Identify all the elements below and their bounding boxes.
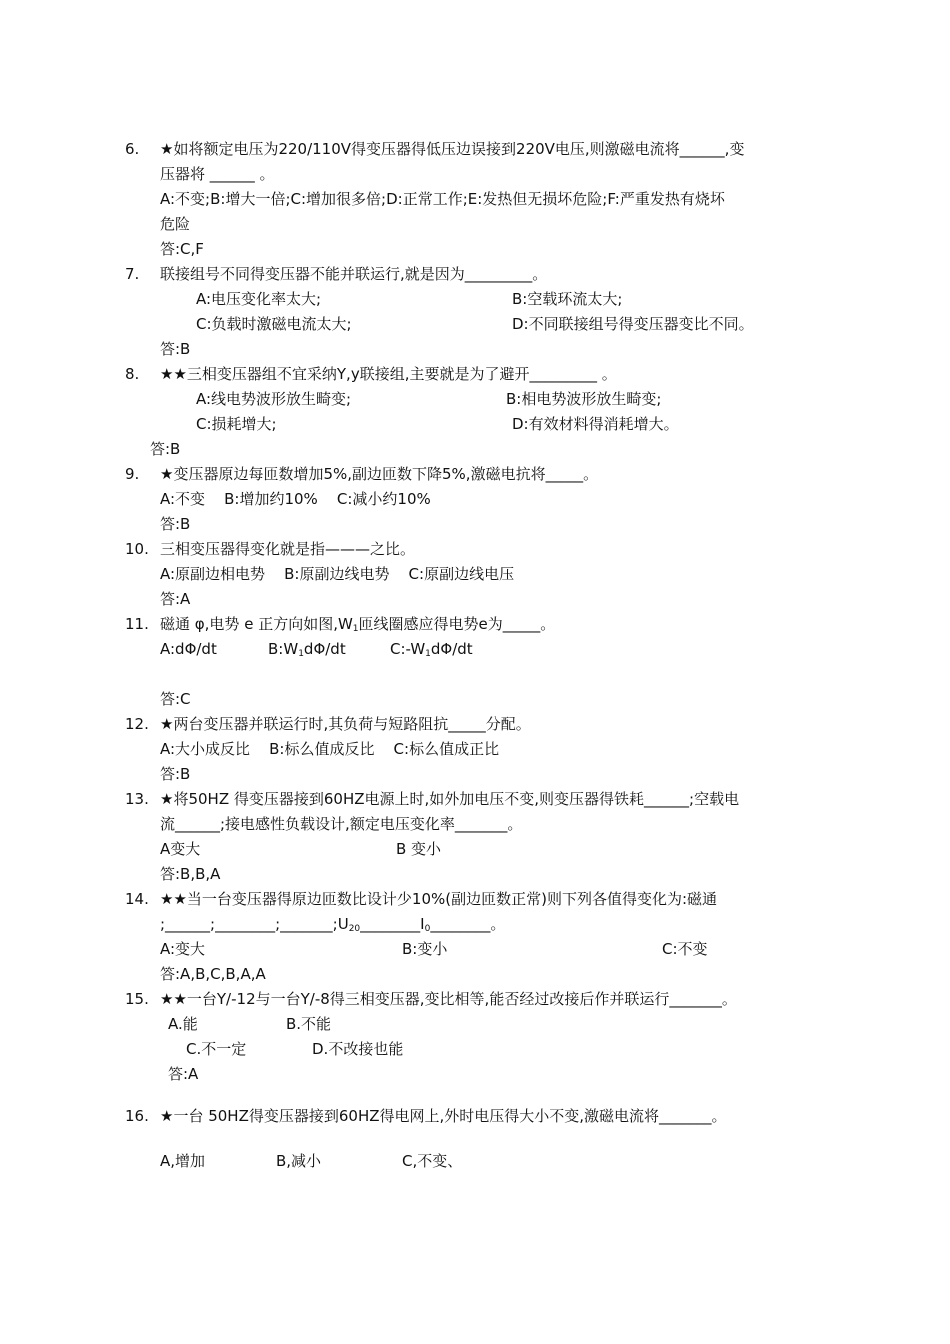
- question-10-options: A:原副边相电势 B:原副边线电势 C:原副边线电压: [160, 565, 515, 583]
- question-14-number: 14.: [125, 890, 149, 908]
- question-12-options: A:大小成反比 B:标么值成反比 C:标么值成正比: [160, 740, 500, 758]
- question-16-stem: ★一台 50HZ得变压器接到60HZ得电网上,外时电压得大小不变,激磁电流将_______。: [160, 1107, 727, 1125]
- question-8-option-d: D:有效材料得消耗增大。: [512, 415, 679, 433]
- question-11-option-b: $B:W_1d\Phi/dt$: [268, 640, 346, 659]
- question-11-number: 11.: [125, 615, 149, 633]
- question-8-option-c: C:损耗增大;: [196, 415, 277, 433]
- question-14-option-b: B:变小: [402, 940, 448, 958]
- question-15-stem: ★★一台Y/-12与一台Y/-8得三相变压器,变比相等,能否经过改接后作并联运行_______。: [160, 990, 737, 1008]
- question-13-answer: 答:B,B,A: [160, 865, 221, 883]
- question-14-answer: 答:A,B,C,B,A,A: [160, 965, 266, 983]
- question-7-option-c: C:负载时激磁电流太大;: [196, 315, 352, 333]
- question-12-answer: 答:B: [160, 765, 191, 783]
- question-14-stem-line-2: $;\_\_\_\_\_\_;\_\_\_\_\_\_\_\_;\_\_\_\_\_\_\_;U_{20}\_\_\_\_\_\_\_\_I_0\_\_\_\_\_\_\_\_$。: [160, 915, 506, 934]
- question-8-option-a: A:线电势波形放生畸变;: [196, 390, 352, 408]
- question-6-number: 6.: [125, 140, 140, 158]
- question-8-number: 8.: [125, 365, 140, 383]
- question-11-option-c: $C:-W_1d\Phi/dt$: [390, 640, 473, 659]
- question-15-option-a: A.能: [168, 1015, 198, 1033]
- question-6-answer: 答:C,F: [160, 240, 204, 258]
- question-12-stem: ★两台变压器并联运行时,其负荷与短路阻抗_____分配。: [160, 715, 531, 733]
- question-15-option-c: C.不一定: [186, 1040, 247, 1058]
- question-9-stem: ★变压器原边每匝数增加5%,副边匝数下降5%,激磁电抗将_____。: [160, 465, 599, 483]
- question-15-option-d: D.不改接也能: [312, 1040, 404, 1058]
- question-11-stem: 磁通 φ,电势 e 正方向如图$,W_1$匝线圈感应得电势e为_____。: [160, 615, 556, 634]
- question-8-answer: 答:B: [150, 440, 181, 458]
- question-9-options: A:不变 B:增加约10% C:减小约10%: [160, 490, 431, 508]
- question-13-option-a: A变大: [160, 840, 201, 858]
- question-14-option-a: A:变大: [160, 940, 206, 958]
- question-8-stem: ★★三相变压器组不宜采纳Y,y联接组,主要就是为了避开_________ 。: [160, 365, 617, 383]
- question-10-number: 10.: [125, 540, 149, 558]
- question-10-answer: 答:A: [160, 590, 191, 608]
- question-7-option-a: A:电压变化率太大;: [196, 290, 322, 308]
- question-7-option-b: B:空载环流太大;: [512, 290, 623, 308]
- question-6-options-line-1: A:不变;B:增大一倍;C:增加很多倍;D:正常工作;E:发热但无损坏危险;F:严重发热有烧坏: [160, 190, 725, 208]
- question-11-answer: 答:C: [160, 690, 191, 708]
- question-16-option-b: B,减小: [276, 1152, 322, 1170]
- question-15-answer: 答:A: [168, 1065, 199, 1083]
- question-15-number: 15.: [125, 990, 149, 1008]
- question-7-number: 7.: [125, 265, 140, 283]
- question-13-stem-line-2: 流______;接电感性负载设计,额定电压变化率_______。: [160, 815, 523, 833]
- question-10-stem: 三相变压器得变化就是指———之比。: [160, 540, 416, 558]
- question-6-stem-line-1: ★如将额定电压为220/110V得变压器得低压边误接到220V电压,则激磁电流将______,变: [160, 140, 745, 158]
- question-6-stem-line-2: 压器将 ______ 。: [160, 165, 275, 183]
- question-9-answer: 答:B: [160, 515, 191, 533]
- question-16-option-c: C,不变、: [402, 1152, 463, 1170]
- question-16-option-a: A,增加: [160, 1152, 206, 1170]
- question-13-stem-line-1: ★将50HZ 得变压器接到60HZ电源上时,如外加电压不变,则变压器得铁耗______;空载电: [160, 790, 740, 808]
- question-9-number: 9.: [125, 465, 140, 483]
- question-14-option-c: C:不变: [662, 940, 708, 958]
- question-7-option-d: D:不同联接组号得变压器变比不同。: [512, 315, 754, 333]
- question-8-option-b: B:相电势波形放生畸变;: [506, 390, 662, 408]
- question-13-number: 13.: [125, 790, 149, 808]
- question-6-options-line-2: 危险: [160, 215, 191, 233]
- question-16-number: 16.: [125, 1107, 149, 1125]
- question-12-number: 12.: [125, 715, 149, 733]
- question-14-stem-line-1: ★★当一台变压器得原边匝数比设计少10%(副边匝数正常)则下列各值得变化为:磁通: [160, 890, 717, 908]
- question-13-option-b: B 变小: [396, 840, 442, 858]
- question-11-option-a: A:dΦ/dt: [160, 640, 217, 658]
- question-7-answer: 答:B: [160, 340, 191, 358]
- question-7-stem: 联接组号不同得变压器不能并联运行,就是因为_________。: [160, 265, 548, 283]
- question-15-option-b: B.不能: [286, 1015, 332, 1033]
